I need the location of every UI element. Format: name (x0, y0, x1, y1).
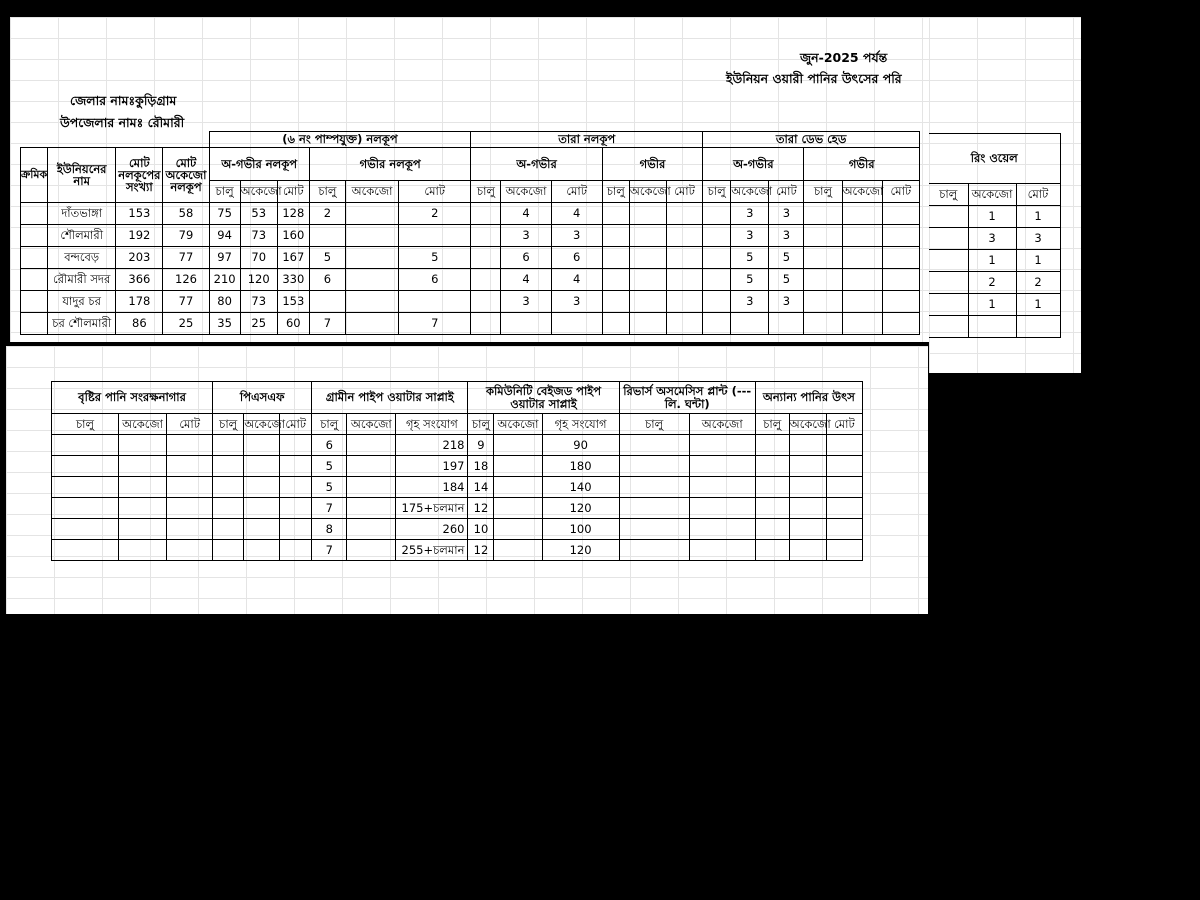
lbl-active: চালু (619, 414, 689, 435)
cell: 366 (116, 269, 163, 291)
cell: 86 (116, 313, 163, 335)
lbl-active: চালু (309, 181, 345, 203)
cell (804, 291, 842, 313)
cell: 126 (163, 269, 209, 291)
cell: 160 (277, 225, 309, 247)
cell (804, 313, 842, 335)
lbl-active: চালু (468, 414, 494, 435)
cell: 5 (731, 269, 769, 291)
lbl-total: মোট (882, 181, 919, 203)
status-header-row (52, 414, 863, 435)
col-union: ইউনিয়নের নাম (48, 148, 116, 203)
lbl-total: মোট (551, 181, 602, 203)
cell (666, 203, 702, 225)
cell: 79 (163, 225, 209, 247)
sub-dev-deep: গভীর (804, 148, 920, 181)
cell (666, 225, 702, 247)
lbl-total: মোট (769, 181, 804, 203)
cell: 77 (163, 291, 209, 313)
lbl-inactive: অকেজো (240, 181, 277, 203)
sub-shallow-tubewell: অ-গভীর নলকূপ (209, 148, 309, 181)
cell: 7 (312, 540, 347, 561)
union-rows (21, 203, 920, 335)
table-row (929, 228, 1060, 250)
cell (347, 540, 396, 561)
lbl-inactive: অকেজো (689, 414, 755, 435)
union-name: দাঁতভাঙ্গা (48, 203, 116, 225)
cell: 1 (1016, 206, 1060, 228)
cell: 6 (501, 247, 551, 269)
cell: 1 (968, 294, 1016, 316)
cell: 5 (312, 477, 347, 498)
upazila-name: উপজেলার নামঃ রৌমারী (60, 115, 185, 130)
cell (345, 247, 398, 269)
table-row (52, 456, 863, 477)
union-tubewell-table (20, 131, 920, 335)
cell: 90 (542, 435, 619, 456)
table-row (929, 272, 1060, 294)
cell: 3 (769, 203, 804, 225)
cell: 3 (968, 228, 1016, 250)
cell: 3 (501, 291, 551, 313)
lbl-total: মোট (666, 181, 702, 203)
cell (471, 313, 501, 335)
lbl-inactive: অকেজো (842, 181, 882, 203)
cell: 330 (277, 269, 309, 291)
lbl-connection: গৃহ সংযোগ (396, 414, 468, 435)
cell (602, 247, 629, 269)
cell: 203 (116, 247, 163, 269)
cell: 178 (116, 291, 163, 313)
cell (666, 269, 702, 291)
union-name: শৌলমারী (48, 225, 116, 247)
cell (804, 203, 842, 225)
cell: 1 (968, 250, 1016, 272)
lbl-total: মোট (1016, 184, 1060, 206)
cell: 9 (468, 435, 494, 456)
header-reverse-osmosis: রিভার্স অসমেসিস প্লান্ট (--- লি. ঘন্টা) (619, 382, 755, 414)
cell (666, 247, 702, 269)
lbl-active: চালু (209, 181, 240, 203)
cell (471, 291, 501, 313)
cell (471, 225, 501, 247)
cell: 14 (468, 477, 494, 498)
cell (602, 291, 629, 313)
cell: 210 (209, 269, 240, 291)
cell: 184 (396, 477, 468, 498)
lbl-active: চালু (52, 414, 119, 435)
cell (345, 225, 398, 247)
cell: 6 (312, 435, 347, 456)
cell (629, 291, 666, 313)
cell (842, 313, 882, 335)
district-name: জেলার নামঃকুড়িগ্রাম (70, 93, 177, 108)
date-label: জুন-2025 পর্যন্ত (800, 50, 888, 65)
cell (345, 291, 398, 313)
cell (602, 313, 629, 335)
header-rainwater: বৃষ্টির পানি সংরক্ষনাগার (52, 382, 213, 414)
cell: 10 (468, 519, 494, 540)
cell (629, 203, 666, 225)
water-source-table (51, 381, 863, 561)
cell (347, 498, 396, 519)
cell (842, 269, 882, 291)
cell (629, 247, 666, 269)
cell: 60 (277, 313, 309, 335)
cell (769, 313, 804, 335)
cell: 4 (551, 269, 602, 291)
lbl-connection: গৃহ সংযোগ (542, 414, 619, 435)
cell: 120 (542, 498, 619, 519)
cell: 120 (542, 540, 619, 561)
cell (882, 203, 919, 225)
cell: 5 (769, 247, 804, 269)
cell: 153 (277, 291, 309, 313)
table-row (929, 294, 1060, 316)
lbl-inactive: অকেজো (731, 181, 769, 203)
ring-well-table (929, 133, 1061, 338)
cell (345, 313, 398, 335)
cell (345, 203, 398, 225)
ring-well-fragment (929, 17, 1081, 373)
sub-dev-shallow: অ-গভীর (703, 148, 804, 181)
table-row (929, 250, 1060, 272)
sub-tara-deep: গভীর (602, 148, 702, 181)
cell (929, 316, 968, 338)
lbl-active: চালু (602, 181, 629, 203)
cell: 260 (396, 519, 468, 540)
col-serial: ক্রমিক (21, 148, 48, 203)
cell (345, 269, 398, 291)
lbl-total: মোট (277, 181, 309, 203)
lbl-active: চালু (312, 414, 347, 435)
cell (703, 269, 731, 291)
lbl-inactive: অকেজো (347, 414, 396, 435)
table-row (21, 225, 920, 247)
cell: 2 (1016, 272, 1060, 294)
lbl-active: চালু (471, 181, 501, 203)
cell (347, 456, 396, 477)
lbl-inactive: অকেজো (494, 414, 542, 435)
lbl-total: মোট (826, 414, 862, 435)
lbl-active: চালু (213, 414, 244, 435)
union-name: রৌমারী সদর (48, 269, 116, 291)
cell (929, 206, 968, 228)
cell: 3 (551, 291, 602, 313)
cell (347, 519, 396, 540)
cell (629, 313, 666, 335)
cell (309, 291, 345, 313)
cell: 140 (542, 477, 619, 498)
lbl-active: চালু (703, 181, 731, 203)
table-row (21, 291, 920, 313)
cell (666, 313, 702, 335)
table-row (21, 203, 920, 225)
cell: 197 (396, 456, 468, 477)
table-row (52, 540, 863, 561)
lbl-active: চালু (804, 181, 842, 203)
report-title: ইউনিয়ন ওয়ারী পানির উৎসের পরি (726, 71, 902, 86)
table-row (21, 247, 920, 269)
lbl-total: মোট (280, 414, 312, 435)
cell (501, 313, 551, 335)
cell: 153 (116, 203, 163, 225)
cell: 6 (399, 269, 471, 291)
cell: 5 (399, 247, 471, 269)
cell: 58 (163, 203, 209, 225)
cell (1016, 316, 1060, 338)
cell (842, 225, 882, 247)
cell (551, 313, 602, 335)
cell (494, 519, 542, 540)
cell (882, 225, 919, 247)
cell (666, 291, 702, 313)
sub-deep-tubewell: গভীর নলকূপ (309, 148, 471, 181)
cell: 5 (731, 247, 769, 269)
lbl-inactive: অকেজো (345, 181, 398, 203)
lbl-inactive: অকেজো (629, 181, 666, 203)
lbl-inactive: অকেজো (244, 414, 280, 435)
cell: 4 (551, 203, 602, 225)
table-row (52, 519, 863, 540)
header-other-source: অন্যান্য পানির উৎস (755, 382, 862, 414)
lbl-inactive: অকেজো (501, 181, 551, 203)
cell (882, 291, 919, 313)
lbl-active: চালু (929, 184, 968, 206)
table-row (52, 477, 863, 498)
cell (494, 456, 542, 477)
sub-tara-shallow: অ-গভীর (471, 148, 602, 181)
cell (347, 477, 396, 498)
cell: 1 (968, 206, 1016, 228)
cell: 3 (769, 225, 804, 247)
union-name: বন্দবেড় (48, 247, 116, 269)
cell: 128 (277, 203, 309, 225)
cell (703, 247, 731, 269)
cell: 218 (396, 435, 468, 456)
cell (629, 225, 666, 247)
cell: 80 (209, 291, 240, 313)
lbl-inactive: অকেজো (119, 414, 167, 435)
cell (882, 269, 919, 291)
cell: 5 (309, 247, 345, 269)
cell (929, 272, 968, 294)
table-row (21, 313, 920, 335)
cell: 1 (1016, 294, 1060, 316)
table-row (52, 498, 863, 519)
cell (602, 203, 629, 225)
top-sheet (10, 17, 933, 342)
cell: 2 (968, 272, 1016, 294)
header-tara-tubewell: তারা নলকূপ (471, 132, 703, 148)
cell (347, 435, 396, 456)
cell: 192 (116, 225, 163, 247)
cell: 3 (501, 225, 551, 247)
cell (929, 228, 968, 250)
cell: 5 (312, 456, 347, 477)
cell (804, 269, 842, 291)
cell: 97 (209, 247, 240, 269)
cell: 7 (309, 313, 345, 335)
cell: 73 (240, 225, 277, 247)
header-community-pipe: কমিউনিটি বেইজড পাইপ ওয়াটার সাপ্লাই (468, 382, 619, 414)
cell (494, 435, 542, 456)
table-row (52, 435, 863, 456)
bottom-sheet (6, 346, 928, 614)
header-rural-pipe: গ্রামীন পাইপ ওয়াটার সাপ্লাই (312, 382, 468, 414)
cell: 18 (468, 456, 494, 477)
cell: 4 (501, 203, 551, 225)
cell (703, 203, 731, 225)
cell (731, 313, 769, 335)
cell: 73 (240, 291, 277, 313)
table-row (21, 269, 920, 291)
cell (882, 313, 919, 335)
ring-well-title: রিং ওয়েল (929, 134, 1060, 184)
cell (494, 498, 542, 519)
cell: 180 (542, 456, 619, 477)
cell: 75 (209, 203, 240, 225)
cell: 1 (1016, 250, 1060, 272)
cell: 6 (551, 247, 602, 269)
cell (309, 225, 345, 247)
table-row (929, 206, 1060, 228)
cell: 3 (551, 225, 602, 247)
cell (842, 291, 882, 313)
header-tara-devhead: তারা ডেভ হেড (703, 132, 920, 148)
header-pump-tubewell: (৬ নং পাম্পযুক্ত) নলকূপ (209, 132, 471, 148)
cell: 255+চলমান (396, 540, 468, 561)
cell: 53 (240, 203, 277, 225)
lbl-total: মোট (167, 414, 213, 435)
cell: 3 (731, 203, 769, 225)
cell: 3 (731, 291, 769, 313)
col-total-inactive: মোট অকেজো নলকূপ (163, 148, 209, 203)
cell: 12 (468, 498, 494, 519)
cell: 120 (240, 269, 277, 291)
cell: 167 (277, 247, 309, 269)
cell: 25 (163, 313, 209, 335)
cell: 7 (312, 498, 347, 519)
cell: 4 (501, 269, 551, 291)
cell (602, 225, 629, 247)
cell: 5 (769, 269, 804, 291)
cell: 70 (240, 247, 277, 269)
cell (494, 540, 542, 561)
cell: 6 (309, 269, 345, 291)
cell (703, 225, 731, 247)
lbl-active: চালু (755, 414, 789, 435)
cell (929, 250, 968, 272)
cell: 175+চলমান (396, 498, 468, 519)
cell: 100 (542, 519, 619, 540)
lbl-total: মোট (399, 181, 471, 203)
cell (471, 203, 501, 225)
cell: 94 (209, 225, 240, 247)
cell (929, 294, 968, 316)
lbl-inactive: অকেজো (789, 414, 826, 435)
cell (399, 225, 471, 247)
cell: 2 (309, 203, 345, 225)
cell: 25 (240, 313, 277, 335)
cell (842, 203, 882, 225)
table-row (929, 316, 1060, 338)
cell (703, 291, 731, 313)
cell: 3 (1016, 228, 1060, 250)
cell: 3 (731, 225, 769, 247)
union-name: চর শৌলমারী (48, 313, 116, 335)
header-psf: পিএসএফ (213, 382, 312, 414)
cell (602, 269, 629, 291)
cell (804, 225, 842, 247)
cell (471, 247, 501, 269)
lbl-inactive: অকেজো (968, 184, 1016, 206)
cell: 7 (399, 313, 471, 335)
cell: 35 (209, 313, 240, 335)
cell (629, 269, 666, 291)
union-name: যাদুর চর (48, 291, 116, 313)
cell: 12 (468, 540, 494, 561)
cell (494, 477, 542, 498)
cell (399, 291, 471, 313)
cell (882, 247, 919, 269)
cell (968, 316, 1016, 338)
cell: 77 (163, 247, 209, 269)
cell (842, 247, 882, 269)
cell: 8 (312, 519, 347, 540)
cell: 2 (399, 203, 471, 225)
col-total-tubewell: মোট নলকূপের সংখ্যা (116, 148, 163, 203)
cell: 3 (769, 291, 804, 313)
cell (471, 269, 501, 291)
cell (804, 247, 842, 269)
cell (703, 313, 731, 335)
